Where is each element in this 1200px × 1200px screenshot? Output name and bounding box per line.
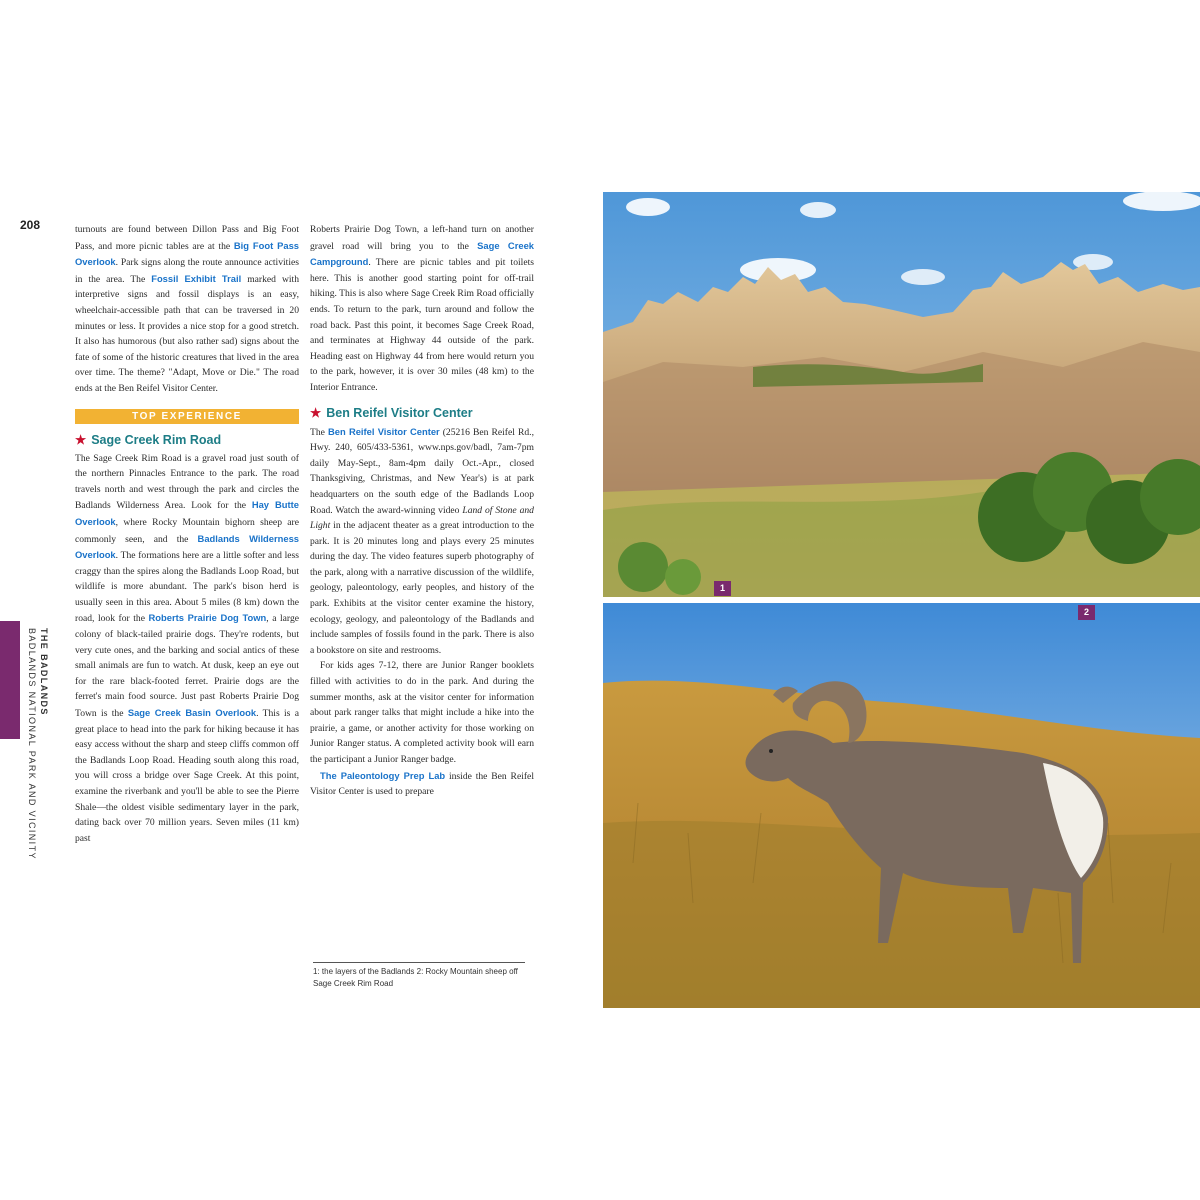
link-roberts-prairie-dog-town[interactable]: Roberts Prairie Dog Town bbox=[148, 612, 267, 624]
bighorn-sheep-image bbox=[603, 603, 1200, 1008]
link-paleontology-prep-lab[interactable]: The Paleontology Prep Lab bbox=[320, 769, 446, 781]
link-ben-reifel-visitor-center[interactable]: Ben Reifel Visitor Center bbox=[327, 425, 440, 437]
badlands-photo bbox=[603, 192, 1200, 597]
paragraph: The Sage Creek Rim Road is a gravel road just south of the northern Pinnacles Entrance to the park. The road travels north and west through the park and circles the Badlands Wilderness Area. Look for the Hay Butte Overlook, where Rocky Mountain bighorn sheep are commonly seen, and the Badlands Wilderness Overlook. The formations here are a little softer and less craggy than the spires along the Badlands Loop Road, but wildlife is more abundant. The park's bison herd is usually seen in this area. About 5 miles (8 km) down the road, look for the Roberts Prairie Dog Town, a large colony of black-tailed prairie dogs. They're rodents, but very cute ones, and the barking and social antics of these small animals are fun to watch. At dusk, keep an eye out for the rare black-footed ferret. Prairie dogs are the ferret's main food source. Just past Roberts Prairie Dog Town is the Sage Creek Basin Overlook. This is a great place to head into the park for hiking because it has easy access without the sharp and steep cliffs common off the Badlands Loop Road. Heading south along this road, you will cross a bridge over Sage Creek. At this point, examine the riverbank and you'll be able to see the Pierre Shale—the oldest visible sedimentary layer in the park, dating back over 70 million years. Seven miles (11 km) past bbox=[75, 452, 300, 844]
paragraph: turnouts are found between Dillon Pass and Big Foot Pass, and more picnic tables are at the Big Foot Pass Overlook. Park signs along the route announce activities in the area. The Fossil Exhibit Trail marked with interpretive signs and fossil displays is an easy, wheelchair-accessible path that can be traversed in 20 minutes or less. It provides a nice stop for a good stretch. It also has humorous (but also rather sad) signs about the fate of some of the historic creatures that lived in the area over time. The theme? "Adapt, Move or Die." The road ends at the Ben Reifel Visitor Center. bbox=[75, 224, 300, 394]
section-title: THE BADLANDS bbox=[39, 628, 49, 716]
paragraph: The Ben Reifel Visitor Center (25216 Ben Reifel Rd., Hwy. 240, 605/433-5361, www.nps.gov/badl, 7am-7pm daily May-Sept., 8am-4pm daily Oct.-Apr., closed Thanksgiving, Christmas, and New Year's) is at park headquarters on the south edge of the Badlands Loop Road. Watch the award-winning video Land of Stone and Light in the adjacent theater as a great introduction to the park. It is 20 minutes long and plays every 25 minutes during the day. The video features superb photography of the park, along with a narrative discussion of the wildlife, geology, paleontology, early peoples, and history of the park. Exhibits at the visitor center examine the history, ecology, geology, and paleontology of the Badlands and include samples of fossils found in the park. There is also a bookstore on site and restrooms. bbox=[310, 425, 534, 656]
star-icon: ★ bbox=[75, 432, 87, 447]
section-tab bbox=[0, 621, 20, 739]
link-sage-creek-basin-overlook[interactable]: Sage Creek Basin Overlook bbox=[127, 707, 257, 719]
badlands-landscape-image bbox=[603, 192, 1200, 597]
photo-badge-2: 2 bbox=[1078, 605, 1095, 620]
paragraph: For kids ages 7-12, there are Junior Ranger booklets filled with activities to do in the park. And during the summer months, ask at the visitor center for information about park ranger talks that might include a hike into the prairie, a game, or another activity for those working on Junior Ranger status. A completed activity book will earn the participant a Junior Ranger badge. bbox=[310, 660, 534, 765]
link-hay-butte-overlook[interactable]: Hay Butte Overlook bbox=[75, 499, 299, 527]
link-sage-creek-campground[interactable]: Sage Creek Campground bbox=[310, 239, 534, 268]
bighorn-sheep-photo bbox=[603, 603, 1200, 1008]
section-heading-sage-creek: ★ Sage Creek Rim Road bbox=[75, 432, 222, 447]
page-number: 208 bbox=[20, 218, 41, 232]
link-fossil-exhibit-trail[interactable]: Fossil Exhibit Trail bbox=[151, 272, 242, 284]
link-badlands-wilderness-overlook[interactable]: Badlands Wilderness Overlook bbox=[75, 532, 300, 561]
paragraph: The Paleontology Prep Lab inside the Ben Reifel Visitor Center is used to prepare bbox=[310, 769, 534, 798]
section-heading-visitor-center: ★ Ben Reifel Visitor Center bbox=[310, 405, 473, 420]
star-icon: ★ bbox=[310, 405, 322, 420]
text-column-right bbox=[310, 222, 534, 800]
text-column-left bbox=[75, 222, 299, 846]
paragraph: Roberts Prairie Dog Town, a left-hand turn on another gravel road will bring you to the Sage Creek Campground. There are picnic tables and pit toilets here. This is another good starting point for off-trail hiking. This is also where Sage Creek Rim Road officially ends. To return to the park, turn around and follow the road back. Past this point, it becomes Sage Creek Road, and terminates at Highway 44 outside of the park. Heading east on Highway 44 from here would return you to the park, however, it is over 30 miles (48 km) to the Interior Entrance. bbox=[310, 224, 534, 393]
section-label bbox=[26, 628, 50, 860]
section-subtitle: BADLANDS NATIONAL PARK AND VICINITY bbox=[27, 628, 37, 860]
link-big-foot-pass-overlook[interactable]: Big Foot Pass Overlook bbox=[75, 239, 300, 268]
top-experience-banner: TOP EXPERIENCE bbox=[75, 409, 299, 424]
photo-caption: 1: the layers of the Badlands 2: Rocky Mountain sheep off Sage Creek Rim Road bbox=[313, 962, 525, 990]
photo-badge-1: 1 bbox=[714, 581, 731, 596]
